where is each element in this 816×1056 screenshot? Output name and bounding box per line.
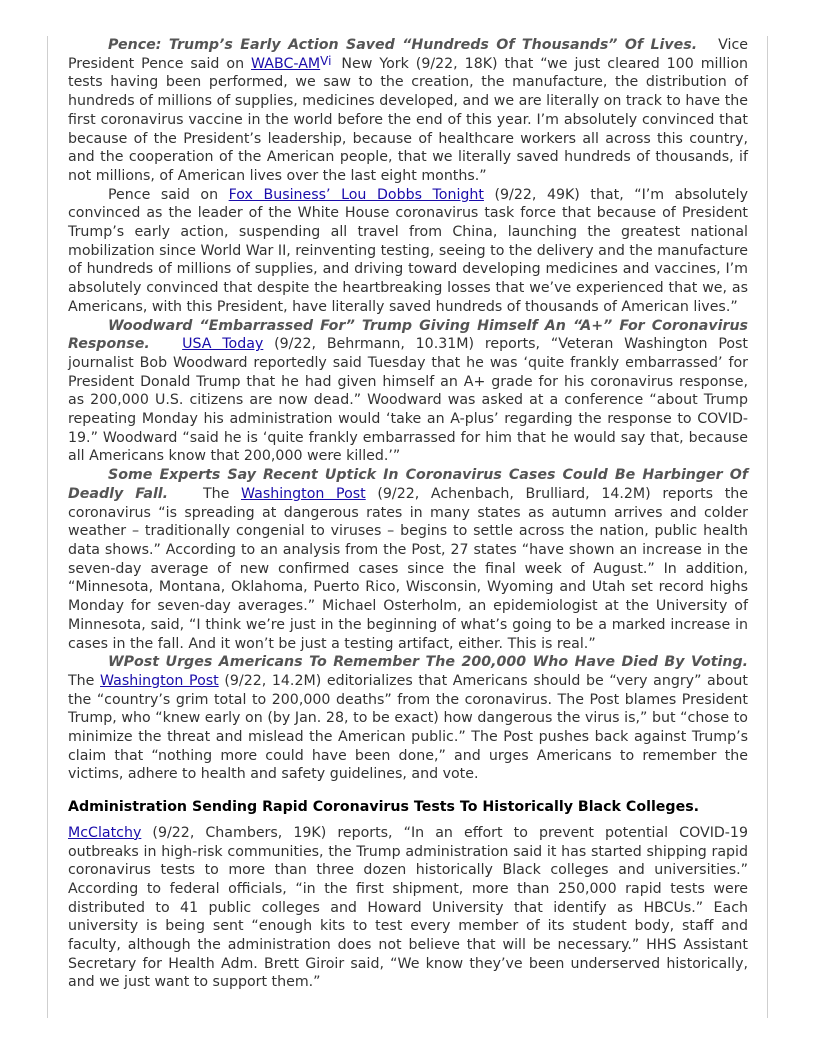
story-pence-wabc — [68, 36, 748, 186]
source-link-washington-post[interactable]: Washington Post — [100, 672, 219, 689]
story-woodward — [68, 317, 748, 467]
story-headline: Woodward “Embarrassed For” Trump Giving Himself An “A+” For Coronavirus Response. — [68, 317, 748, 353]
story-headline: Some Experts Say Recent Uptick In Coronavirus Cases Could Be Harbinger Of Deadly Fall. — [68, 467, 748, 502]
page-left-border — [47, 36, 48, 1018]
story-pence-fox — [68, 186, 748, 317]
section-heading: Administration Sending Rapid Coronavirus Tests To Historically Black Colleges. — [68, 799, 700, 816]
story-headline: Pence: Trump’s Early Action Saved “Hundreds Of Thousands” Of Lives. — [108, 37, 698, 53]
source-link-washington-post[interactable]: Washington Post — [241, 485, 366, 502]
story-lead: Pence said on — [108, 186, 229, 203]
source-link-fox-business[interactable]: Fox Business’ Lou Dobbs Tonight — [228, 186, 484, 203]
story-hbcu-tests — [68, 824, 748, 992]
story-body: (9/22, 49K) that, “I’m absolutely convinced as the leader of the White House coronavirus task force that because of President Trump’s early action, suspending all travel from China, launching the greatest national mobilization since World War II, reinventing testing, seeing to the delivery and the manufacture of hundreds of millions of supplies, and driving toward developing medicines and vaccines, I’m absolutely convinced that despite the heartbreaking losses that we’ve experienced that we, as Americans, with this President, have literally saved hundreds of thousands of American lives.” — [68, 186, 748, 315]
story-body: (9/22, 14.2M) editorializes that Americans should be “very angry” about the “country’s grim total to 200,000 deaths” from the coronavirus. The Post blames President Trump, who “knew early on (by Jan. 28, to be exact) how dangerous the virus is,” but “chose to minimize the threat and mislead the American public.” The Post pushes back against Trump’s claim that “nothing more could have been done,” and urges Americans to remember the victims, adhere to health and safety guidelines, and vote. — [68, 672, 748, 783]
story-lead: The — [202, 485, 242, 502]
page-right-border — [767, 36, 768, 1018]
footnote-marker: Vi — [320, 53, 332, 68]
story-body: (9/22, Behrmann, 10.31M) reports, “Veteran Washington Post journalist Bob Woodward reportedly said Tuesday that he was ‘quite frankly embarrassed’ for President Donald Trump that he had given himself an A+ grade for his coronavirus response, as 200,000 U.S. citizens are now dead.” Woodward was asked at a conference “about Trump repeating Monday his administration would ‘take an A-plus’ regarding the response to COVID-19.” Woodward “said he is ‘quite frankly embarrassed for him that he would say that, because all Americans know that 200,000 were killed.’” — [68, 336, 748, 465]
story-lead: Vice President Pence said on — [68, 37, 748, 72]
source-link-usa-today[interactable]: USA Today — [182, 336, 264, 353]
story-wpost-editorial — [68, 653, 748, 784]
story-lead: The — [68, 672, 101, 689]
story-body: New York (9/22, 18K) that “we just cleared 100 million tests having been performed, we saw to the creation, the manufacture, the distribution of hundreds of millions of supplies, medicines developed, and we are literally on track to have the first coronavirus vaccine in the world before the end of this year. I’m absolutely convinced that because of the President’s leadership, because of healthcare workers all across this country, and the cooperation of the American people, that we literally saved hundreds of thousands, if not millions, of American lives over the last eight months.” — [68, 55, 748, 184]
story-headline: WPost Urges Americans To Remember The 200,000 Who Have Died By Voting. — [108, 654, 748, 671]
story-body: (9/22, Achenbach, Brulliard, 14.2M) reports the coronavirus “is spreading at dangerous rates in many states as autumn arrives and colder weather – traditionally congenial to viruses – begins to settle across the nation, public health data shows.” According to an analysis from the Post, 27 states “have shown an increase in the seven-day average of new confirmed cases since the final week of August.” In addition, “Minnesota, Montana, Oklahoma, Puerto Rico, Wisconsin, Wyoming and Utah set record highs Monday for seven-day averages.” Michael Osterholm, an epidemiologist at the University of Minnesota, said, “I think we’re just in the beginning of what’s going to be a marked increase in cases in the fall. And it won’t be just a testing artifact, either. This is real.” — [68, 485, 748, 652]
source-link-wabc-am[interactable]: WABC-AM — [251, 55, 321, 72]
story-uptick — [68, 466, 748, 653]
story-body: (9/22, Chambers, 19K) reports, “In an effort to prevent potential COVID-19 outbreaks in high-risk communities, the Trump administration said it has started shipping rapid coronavirus tests to more than three dozen historically Black colleges and universities.” According to federal officials, “in the first shipment, more than 250,000 rapid tests were distributed to 41 public colleges and Howard University that identify as HBCUs.” Each university is being sent “enough kits to test every member of its student body, staff and faculty, although the administration does not believe that will be necessary.” HHS Assistant Secretary for Health Adm. Brett Giroir said, “We know they’ve been underserved historically, and we just want to support them.” — [68, 824, 748, 991]
source-link-mcclatchy[interactable]: McClatchy — [68, 824, 142, 841]
article-body — [68, 36, 748, 992]
